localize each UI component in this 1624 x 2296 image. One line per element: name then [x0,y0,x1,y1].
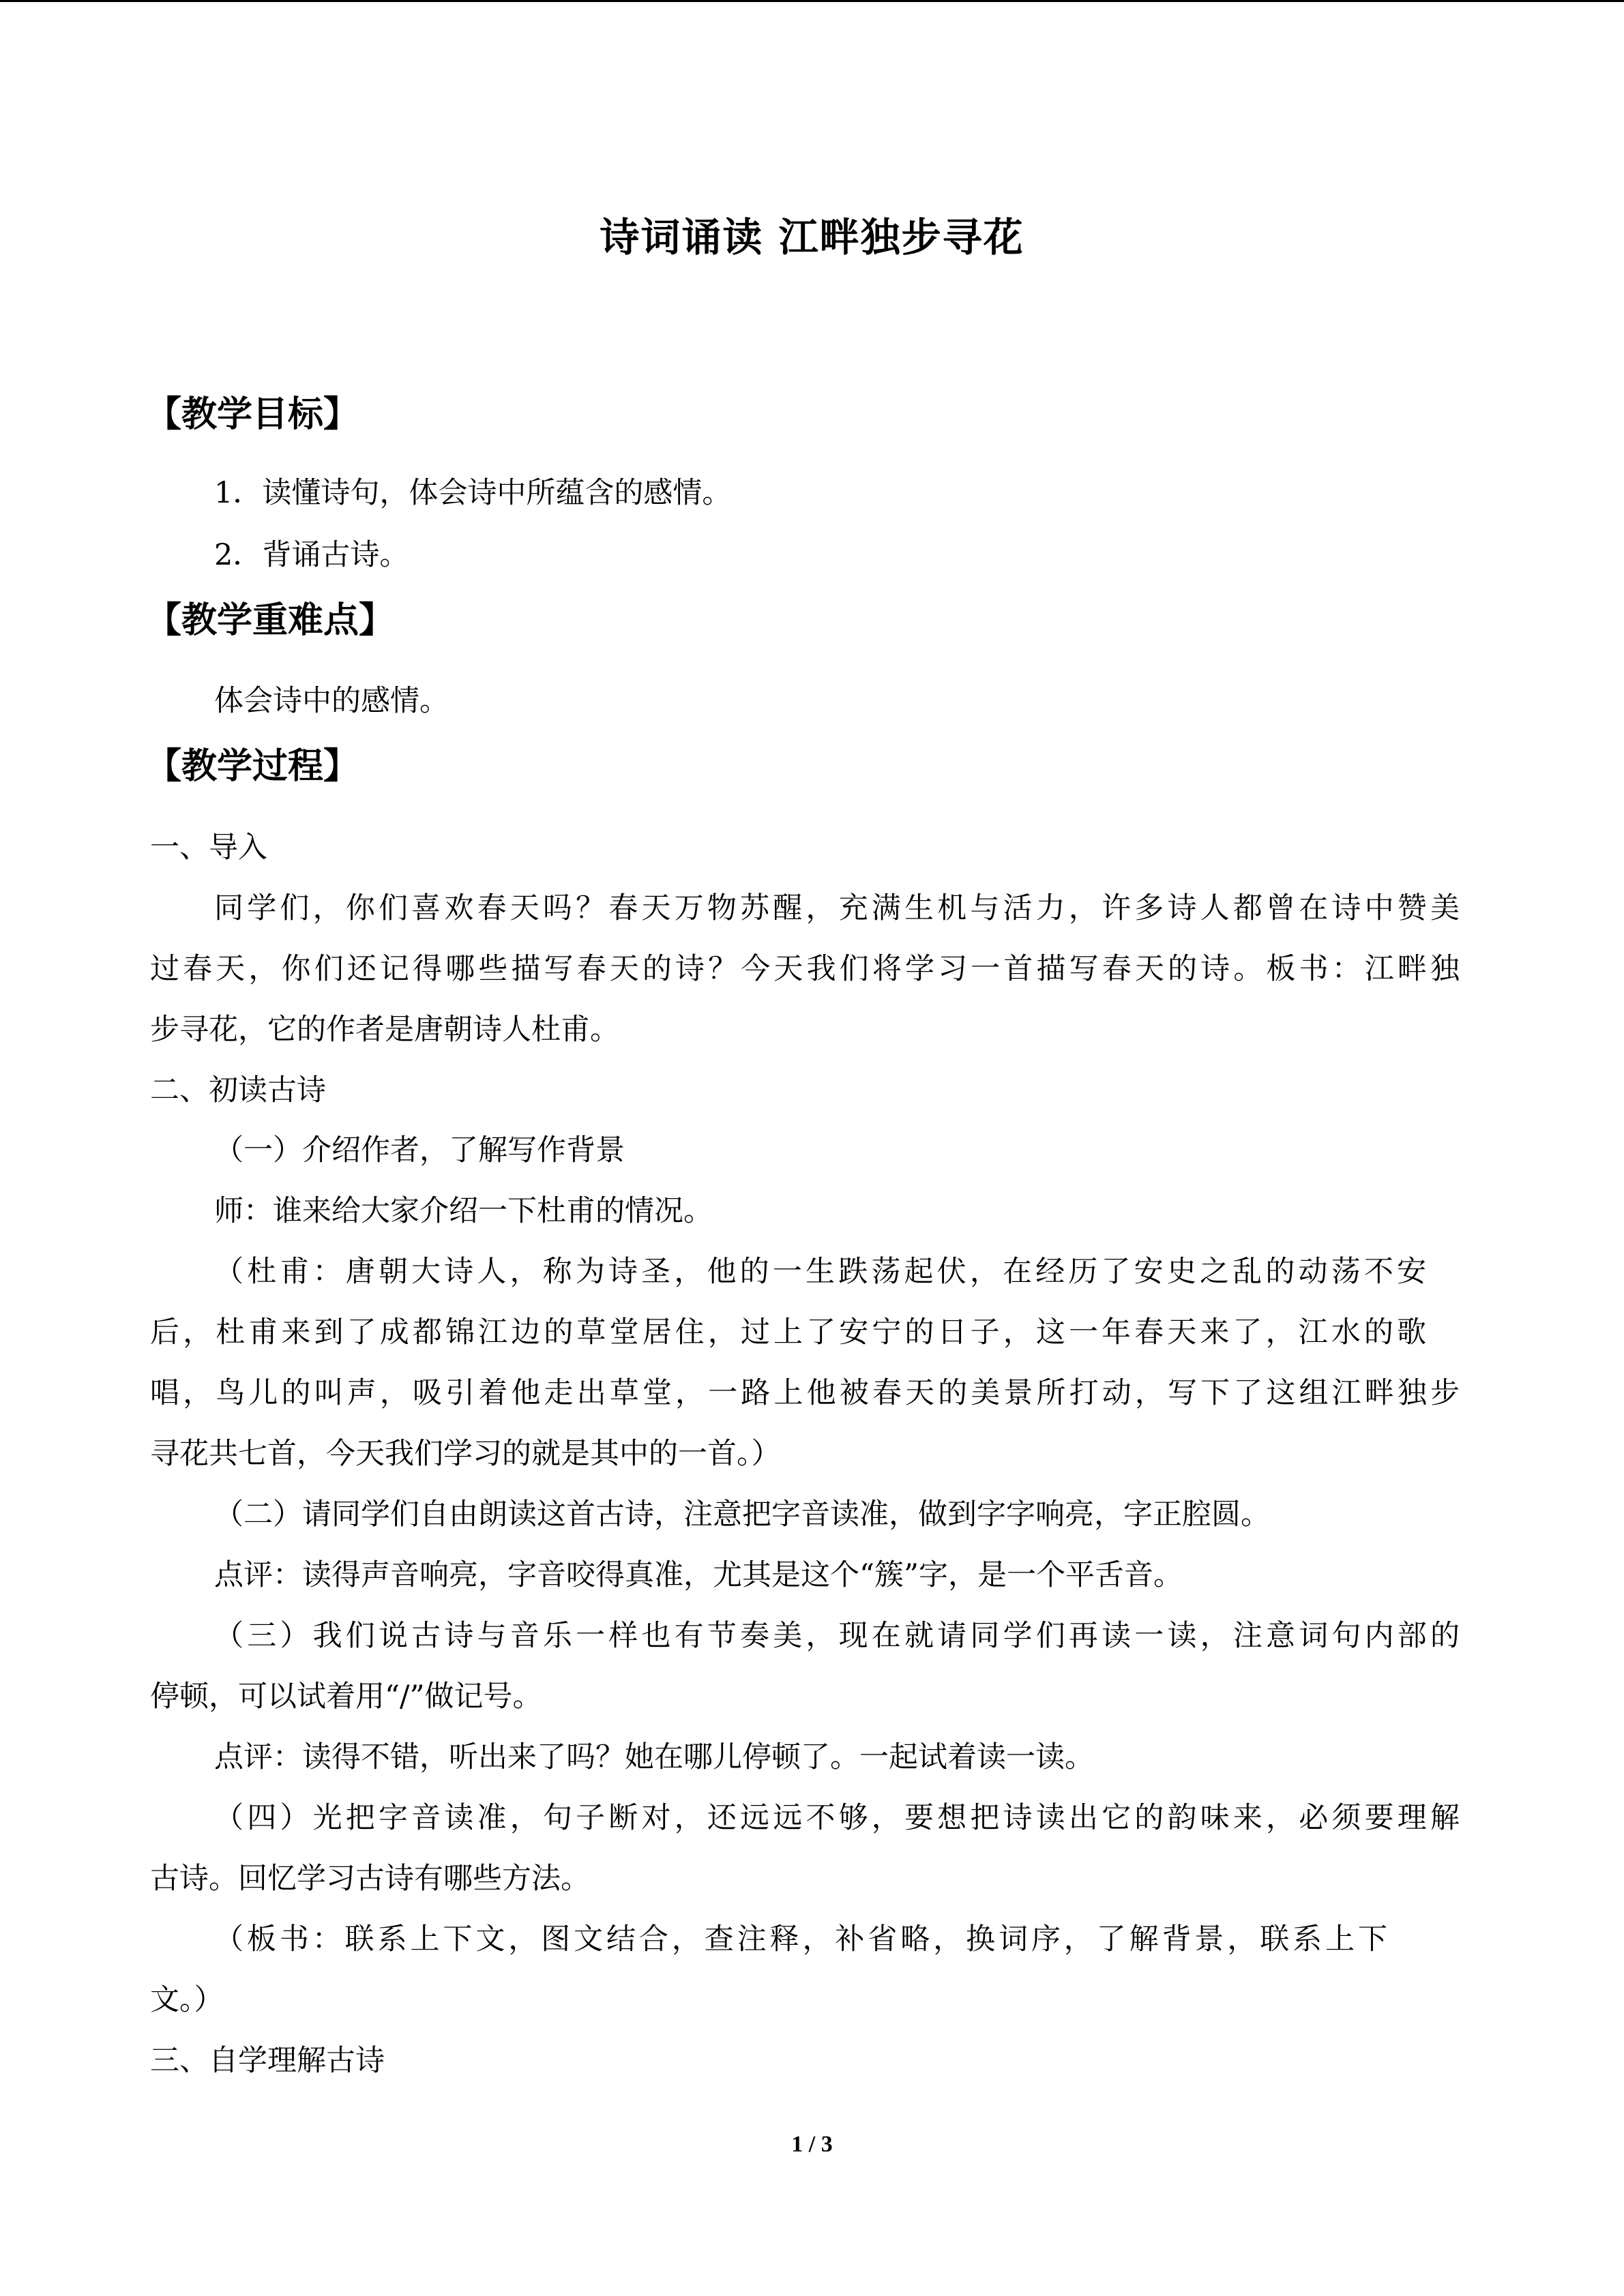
board-notes-line-2: 文。） [150,1983,224,2017]
dufu-intro-line-1: （杜甫：唐朝大诗人，称为诗圣，他的一生跌荡起伏，在经历了安史之乱的动荡不安 [214,1255,1426,1289]
sub-section-3-line-2: 停顿，可以试着用“/”做记号。 [150,1680,542,1714]
sub-section-1: （一）介绍作者，了解写作背景 [214,1133,625,1167]
heading-key-points: 【教学重难点】 [146,599,395,641]
goal-item-1: 1．读懂诗句，体会诗中所蕴含的感情。 [214,476,732,510]
comment-1: 点评：读得声音响亮，字音咬得真准，尤其是这个“簇”字，是一个平舌音。 [214,1558,1183,1592]
heading-teaching-process: 【教学过程】 [146,745,359,787]
key-points-text: 体会诗中的感情。 [214,684,449,718]
part1-paragraph-line-2: 过春天，你们还记得哪些描写春天的诗？今天我们将学习一首描写春天的诗。板书：江畔独 [150,952,1460,986]
dufu-intro-line-3: 唱，鸟儿的叫声，吸引着他走出草堂，一路上他被春天的美景所打动，写下了这组江畔独步 [150,1376,1460,1410]
document-title: 诗词诵读 江畔独步寻花 [600,214,1024,260]
sub-section-4-line-2: 古诗。回忆学习古诗有哪些方法。 [150,1862,590,1896]
dufu-intro-line-2: 后，杜甫来到了成都锦江边的草堂居住，过上了安宁的日子，这一年春天来了，江水的歌 [150,1315,1426,1350]
part1-paragraph-line-1: 同学们，你们喜欢春天吗？春天万物苏醒，充满生机与活力，许多诗人都曾在诗中赞美 [214,891,1460,925]
sub-section-4-line-1: （四）光把字音读准，句子断对，还远远不够，要想把诗读出它的韵味来，必须要理解 [214,1801,1460,1835]
part2-title: 二、初读古诗 [150,1073,326,1107]
part3-title: 三、自学理解古诗 [150,2044,385,2078]
page-top-border [0,0,1624,2]
heading-teaching-goals: 【教学目标】 [146,393,359,435]
dufu-intro-line-4: 寻花共七首，今天我们学习的就是其中的一首。） [150,1437,781,1471]
part1-title: 一、导入 [150,831,267,865]
teacher-question: 师：谁来给大家介绍一下杜甫的情况。 [214,1194,713,1228]
part1-paragraph-line-3: 步寻花，它的作者是唐朝诗人杜甫。 [150,1013,619,1047]
comment-2: 点评：读得不错，听出来了吗？她在哪儿停顿了。一起试着读一读。 [214,1740,1094,1774]
sub-section-2: （二）请同学们自由朗读这首古诗，注意把字音读准，做到字字响亮，字正腔圆。 [214,1497,1270,1532]
sub-section-3-line-1: （三）我们说古诗与音乐一样也有节奏美，现在就请同学们再读一读，注意词句内部的 [214,1619,1460,1653]
goal-item-2: 2．背诵古诗。 [214,538,409,572]
board-notes-line-1: （板书：联系上下文，图文结合，查注释，补省略，换词序，了解背景，联系上下 [214,1922,1387,1956]
page-number: 1 / 3 [791,2132,833,2157]
